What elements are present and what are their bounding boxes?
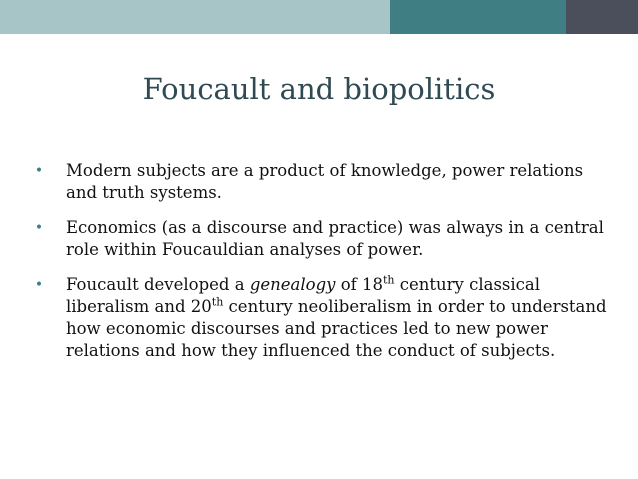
accent-bar-dark-segment xyxy=(566,0,638,34)
bullet-text-part: Foucault developed a xyxy=(66,275,250,294)
bullet-text-italic: genealogy xyxy=(249,275,336,294)
ordinal-superscript: th xyxy=(211,295,224,309)
bullet-text-part: century neoliberalism in order to understand how economic discourses and practices led to new power relations and how they influenced the conduct of subjects. xyxy=(66,297,607,360)
accent-bar-teal-segment xyxy=(390,0,566,34)
bullet-text: Modern subjects are a product of knowledge, power relations and truth systems. xyxy=(66,161,584,202)
accent-bar-light-segment xyxy=(0,0,390,34)
slide-title: Foucault and biopolitics xyxy=(142,72,496,106)
ordinal-superscript: th xyxy=(383,273,395,287)
bullet-dot-icon: • xyxy=(34,163,44,179)
bullet-item xyxy=(28,217,608,261)
bullet-item xyxy=(28,274,608,362)
bullet-text-part: of 18 xyxy=(335,275,383,294)
top-accent-bar xyxy=(0,0,638,34)
bullet-item xyxy=(28,160,608,204)
bullet-dot-icon: • xyxy=(34,220,44,236)
bullet-dot-icon: • xyxy=(34,277,44,293)
bullet-text-part: century classical liberalism and 20 xyxy=(66,275,541,316)
bullet-text: Economics (as a discourse and practice) was always in a central role within Foucauldian analyses of power. xyxy=(66,218,604,259)
bullet-list xyxy=(28,160,608,375)
